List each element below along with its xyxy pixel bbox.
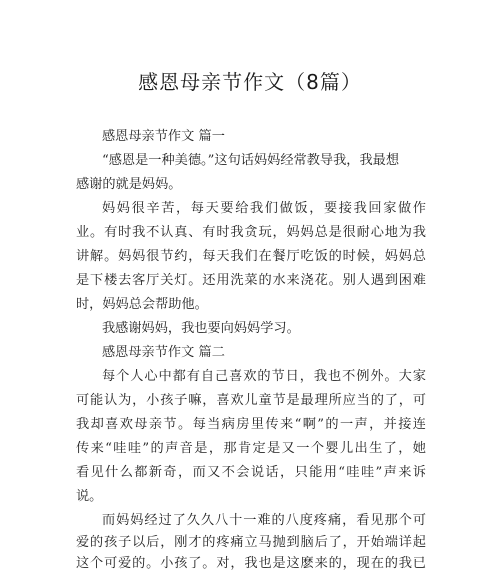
paragraph-line: 我却喜欢母亲节。每当病房里传来“啊”的一声，并接连 <box>76 417 426 432</box>
document-title: 感恩母亲节作文（8篇） <box>138 70 362 94</box>
paragraph-line: 我感谢妈妈，我也要向妈妈学习。 <box>102 321 300 336</box>
paragraph-line: 而妈妈经过了久久八十一难的八度疼痛，看见那个可 <box>102 513 426 528</box>
paragraph-line: 每个人心中都有自己喜欢的节日，我也不例外。大家 <box>102 369 426 384</box>
paragraph-line: 时，妈妈总会帮助他。 <box>76 297 208 312</box>
paragraph-line: 看见什么都新奇，而又不会说话，只能用“哇哇”声来诉 <box>76 465 426 480</box>
paragraph-line: 是下楼去客厅关灯。还用洗菜的水来浇花。别人遇到困难 <box>76 273 426 288</box>
paragraph-line: 爱的孩子以后，刚才的疼痛立马抛到脑后了，开始端详起 <box>76 535 426 550</box>
section-heading-1: 感恩母亲节作文 篇一 <box>102 129 225 144</box>
paragraph-line: 妈妈很辛苦，每天要给我们做饭，要接我回家做作 <box>102 201 426 216</box>
paragraph-line: 感谢的就是妈妈。 <box>76 177 182 192</box>
paragraph-line: 说。 <box>76 489 103 504</box>
paragraph-line: 业。有时我不认真、有时我贪玩，妈妈总是很耐心地为我 <box>76 225 426 240</box>
paragraph-line: “感恩是一种美德。”这句话妈妈经常教导我，我最想 <box>102 153 400 168</box>
paragraph-line: 可能认为，小孩子嘛，喜欢儿童节是最理所应当的了，可 <box>76 393 426 408</box>
paragraph-line: 传来“哇哇”的声音是，那肯定是又一个婴儿出生了，她 <box>76 441 426 456</box>
paragraph-line: 讲解。妈妈很节约，每天我们在餐厅吃饭的时候，妈妈总 <box>76 249 426 264</box>
section-heading-2: 感恩母亲节作文 篇二 <box>102 345 225 360</box>
paragraph-line: 这个可爱的。小孩了。对，我也是这麽来的，现在的我已 <box>76 556 426 571</box>
